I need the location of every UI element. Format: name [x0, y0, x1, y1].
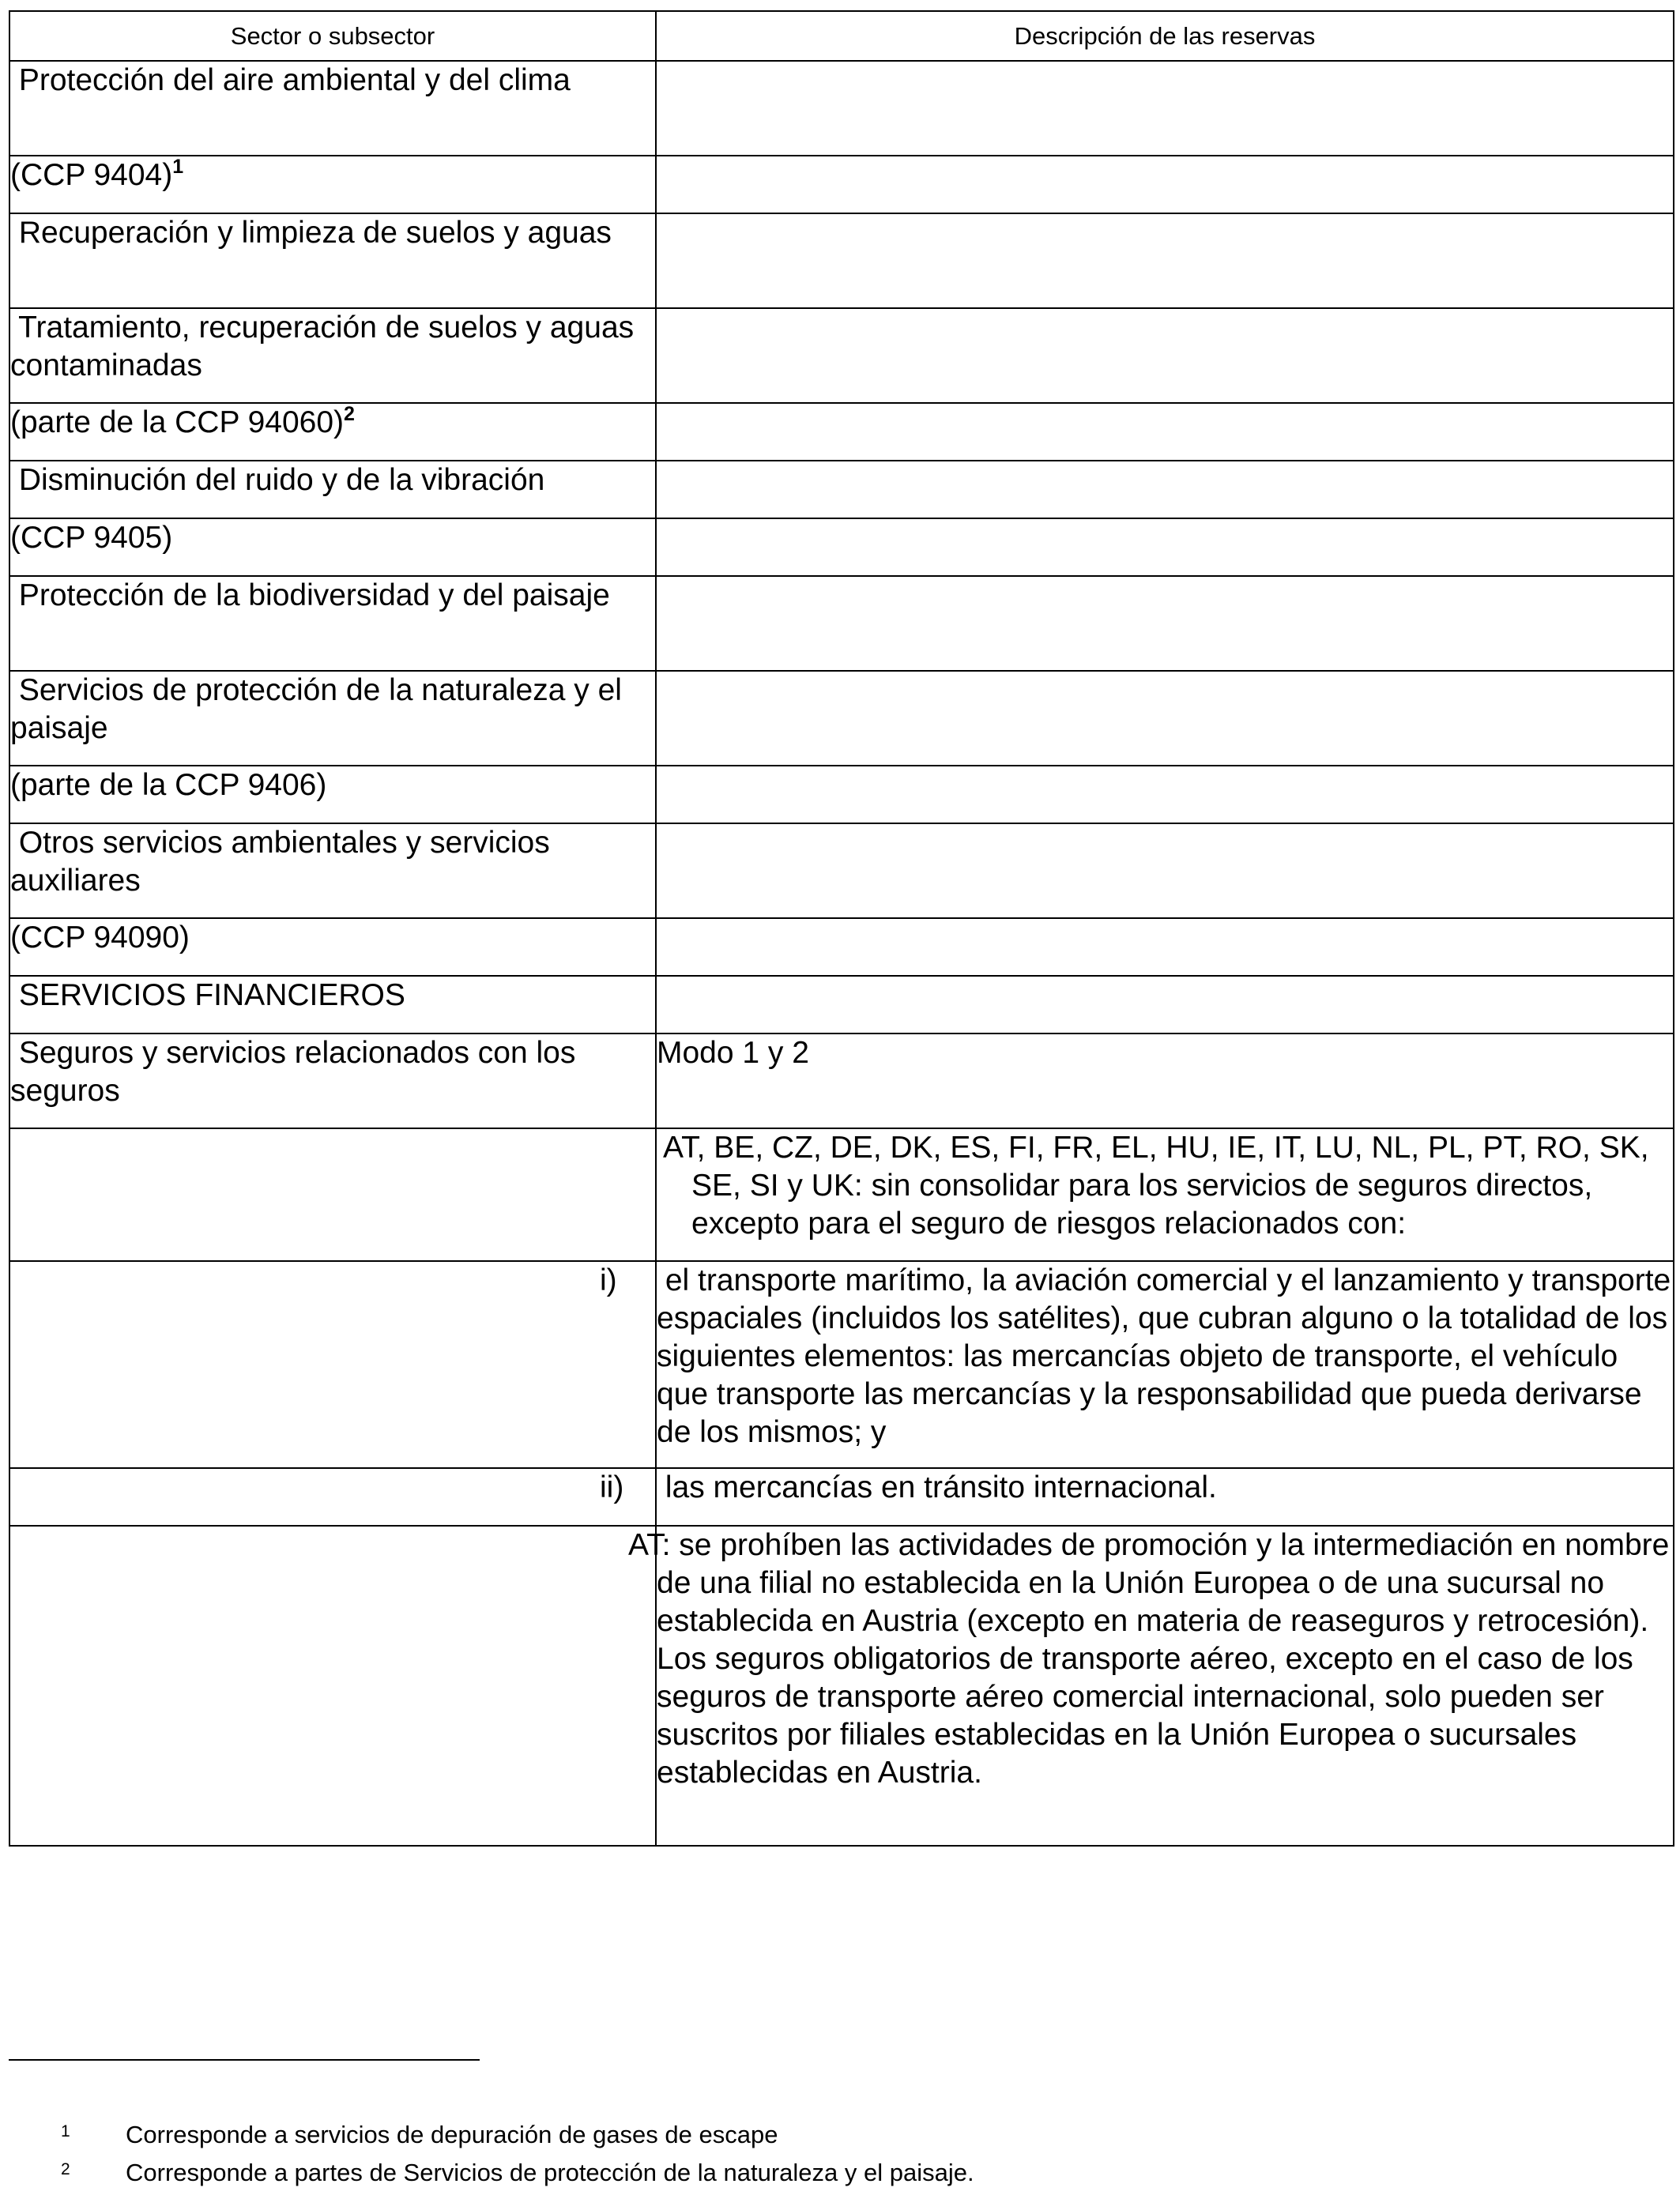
description-cell — [628, 1526, 1674, 1846]
footnote-ref: 1 — [172, 156, 184, 178]
table-row — [9, 766, 1674, 823]
description-label: ii) — [600, 1470, 624, 1504]
table-row — [9, 918, 1674, 976]
sector-label — [0, 672, 10, 710]
sector-text: SERVICIOS FINANCIEROS — [18, 978, 405, 1012]
sector-label — [0, 824, 10, 862]
sector-cell — [9, 1468, 656, 1526]
footnote-item — [9, 2157, 1668, 2195]
table-row — [9, 1526, 1674, 1846]
sector-text: Otros servicios ambientales y servicios auxiliares — [10, 826, 550, 898]
sector-text: Seguros y servicios relacionados con los seguros — [10, 1036, 576, 1108]
table-row — [9, 1468, 1674, 1526]
sector-text: Tratamiento, recuperación de suelos y aguas contaminadas — [10, 311, 635, 382]
footnote-text: Corresponde a partes de Servicios de protección de la naturaleza y el paisaje. — [126, 2159, 974, 2186]
sector-cell — [9, 308, 656, 403]
table-row — [9, 1033, 1674, 1128]
table-row — [9, 156, 1674, 213]
sector-cell — [9, 576, 656, 671]
sector-cell — [9, 403, 656, 461]
header-description: Descripción de las reservas — [656, 11, 1674, 61]
sector-cell — [9, 671, 656, 766]
description-cell — [656, 403, 1674, 461]
sector-label — [0, 461, 10, 499]
sector-label — [0, 62, 10, 100]
description-cell — [656, 518, 1674, 576]
description-cell — [656, 671, 1674, 766]
sector-cell — [9, 61, 656, 156]
table-row — [9, 823, 1674, 918]
description-cell — [656, 1128, 1674, 1261]
description-label: i) — [600, 1263, 617, 1297]
description-cell — [656, 461, 1674, 518]
sector-cell — [9, 1128, 656, 1261]
sector-text: Recuperación y limpieza de suelos y aguas — [18, 216, 612, 250]
sector-label — [0, 577, 10, 615]
footnote-number: 2 — [61, 2160, 70, 2178]
description-cell — [656, 766, 1674, 823]
table-header-row — [9, 11, 1674, 61]
reservations-table — [9, 10, 1674, 1847]
table-row — [9, 308, 1674, 403]
sector-label — [0, 1034, 10, 1072]
footnote-text: Corresponde a servicios de depuración de gases de escape — [126, 2121, 778, 2148]
table-row — [9, 1128, 1674, 1261]
sector-text: (CCP 94090) — [10, 921, 190, 954]
sector-cell — [9, 461, 656, 518]
sector-cell — [9, 1261, 656, 1468]
sector-text: Disminución del ruido y de la vibración — [18, 463, 545, 497]
description-cell — [656, 1033, 1674, 1128]
description-text: las mercancías en tránsito internacional. — [665, 1470, 1217, 1504]
table-row — [9, 576, 1674, 671]
description-cell — [656, 976, 1674, 1033]
sector-cell — [9, 518, 656, 576]
sector-cell — [9, 976, 656, 1033]
sector-cell — [9, 766, 656, 823]
description-cell — [656, 308, 1674, 403]
description-cell — [600, 1468, 1674, 1526]
sector-text: (parte de la CCP 94060) — [10, 405, 345, 439]
table-row — [9, 1261, 1674, 1468]
sector-cell — [9, 918, 656, 976]
footnote-ref: 2 — [344, 403, 355, 425]
description-cell — [600, 1261, 1674, 1468]
footnote-item — [9, 2119, 1668, 2157]
table-row — [9, 671, 1674, 766]
description-text: Modo 1 y 2 — [657, 1036, 809, 1070]
table-row — [9, 518, 1674, 576]
table-row — [9, 61, 1674, 156]
table-row — [9, 213, 1674, 308]
table-row — [9, 461, 1674, 518]
table-row — [9, 976, 1674, 1033]
header-sector: Sector o subsector — [9, 11, 656, 61]
table-row — [9, 403, 1674, 461]
description-cell — [656, 213, 1674, 308]
sector-label — [0, 309, 10, 347]
sector-text: Protección de la biodiversidad y del paisaje — [18, 578, 610, 612]
sector-cell — [9, 156, 656, 213]
sector-label — [0, 214, 10, 252]
description-text: AT, BE, CZ, DE, DK, ES, FI, FR, EL, HU, IE, IT, LU, NL, PL, PT, RO, SK, SE, SI y UK: sin consolidar para los servicios de seguros directos, excepto para el seguro de riesgos relacionados con: — [663, 1131, 1649, 1241]
footnote-separator — [9, 2059, 480, 2061]
sector-cell — [9, 1526, 656, 1846]
sector-cell — [9, 213, 656, 308]
sector-text: (parte de la CCP 9406) — [10, 768, 327, 802]
sector-cell — [9, 823, 656, 918]
description-text: el transporte marítimo, la aviación comercial y el lanzamiento y transporte espaciales (incluidos los satélites), que cubran alguno o la totalidad de los siguientes elementos: las mercancías objeto de transporte, el vehículo que transporte las mercancías y la responsabilidad que pueda derivarse de los mismos; y — [657, 1263, 1671, 1449]
sector-text: (CCP 9404) — [10, 158, 173, 192]
description-text: AT: se prohíben las actividades de promoción y la intermediación en nombre de una filial no establecida en la Unión Europea o de una sucursal no establecida en Austria (excepto en materia de reaseguros y retrocesión). Los seguros obligatorios de transporte aéreo, excepto en el caso de los seguros de transporte aéreo comercial internacional, solo pueden ser suscritos por filiales establecidas en la Unión Europea o sucursales establecidas en Austria. — [628, 1528, 1670, 1790]
description-cell — [656, 156, 1674, 213]
description-cell — [656, 61, 1674, 156]
sector-cell — [9, 1033, 656, 1128]
sector-text: Protección del aire ambiental y del clima — [18, 63, 571, 97]
description-cell — [656, 918, 1674, 976]
footnotes — [9, 2119, 1668, 2195]
sector-text: Servicios de protección de la naturaleza y el paisaje — [10, 673, 622, 745]
sector-label — [0, 977, 10, 1015]
footnote-number: 1 — [61, 2122, 70, 2140]
description-cell — [656, 576, 1674, 671]
description-cell — [656, 823, 1674, 918]
sector-text: (CCP 9405) — [10, 521, 173, 555]
